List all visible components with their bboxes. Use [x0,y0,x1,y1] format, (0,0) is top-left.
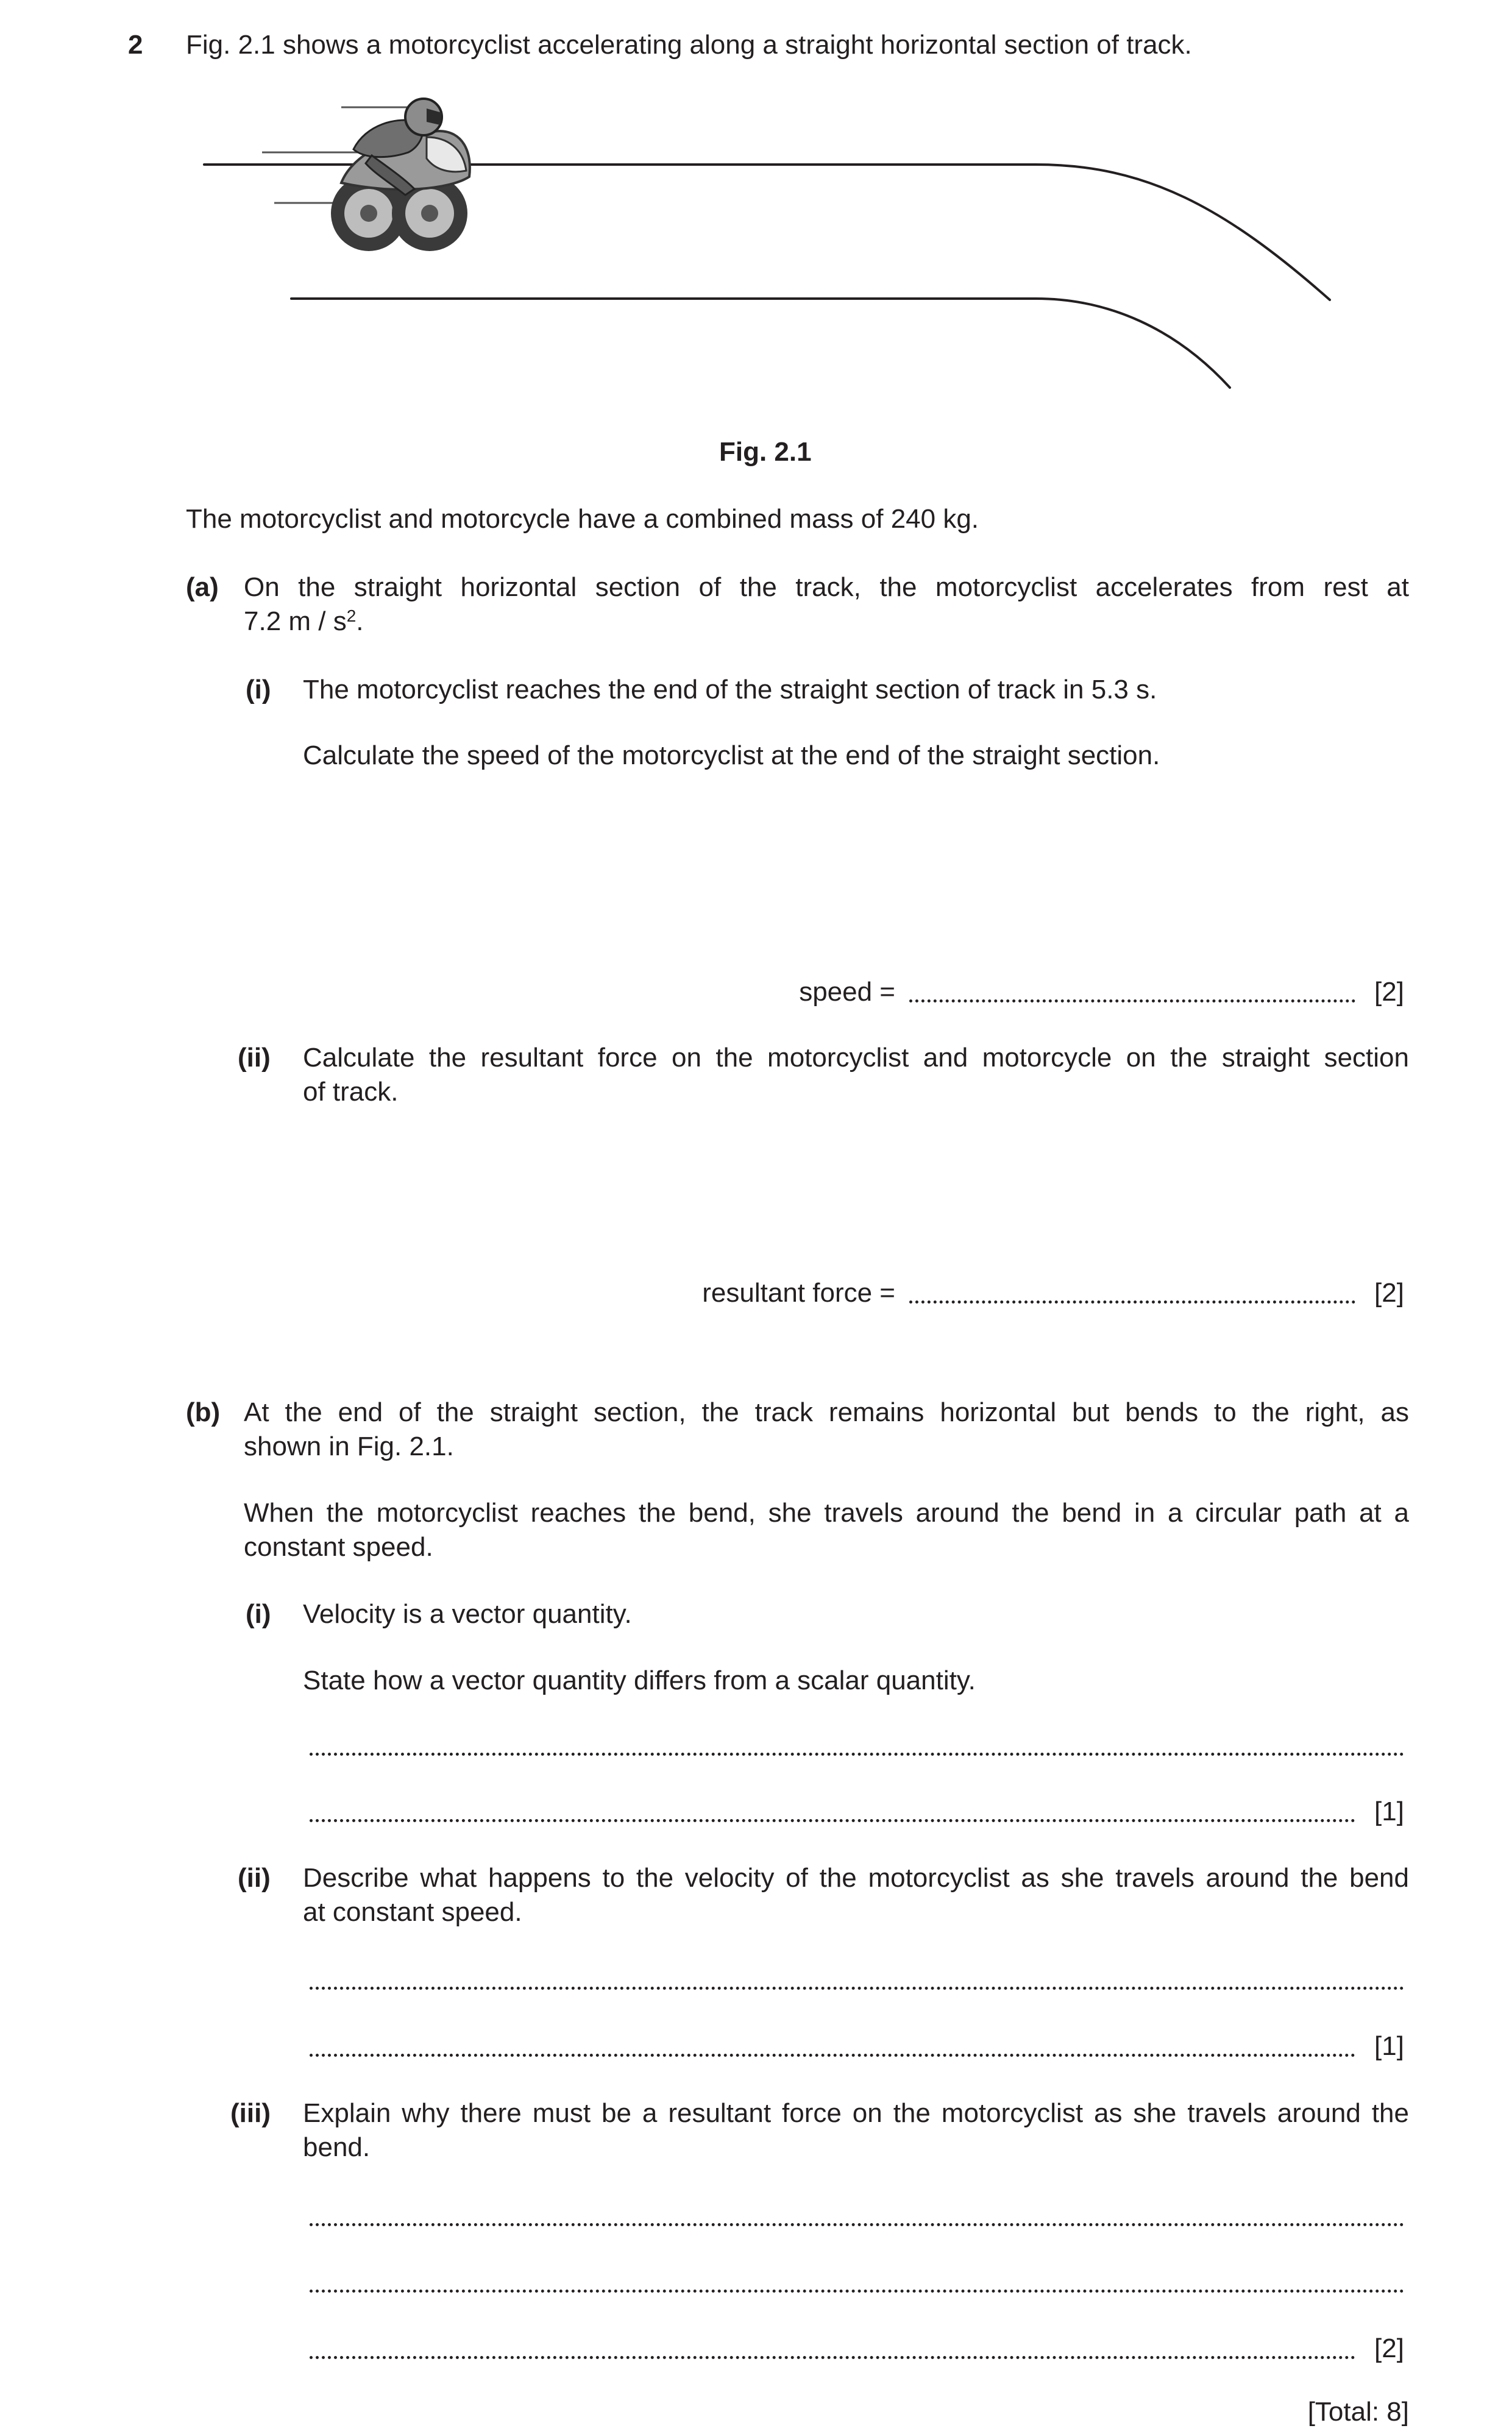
part-b-i-marks: [1] [1374,1797,1404,1826]
part-b-ii-marks: [1] [1374,2031,1404,2061]
answer-line[interactable] [310,2054,1355,2057]
part-b-ii-text-line1: Describe what happens to the velocity of the motorcyclist as she travels around the bend [303,1863,1409,1893]
part-a-ii-text-line1: Calculate the resultant force on the motorcyclist and motorcycle on the straight section [303,1043,1409,1073]
answer-line[interactable] [310,1753,1404,1756]
figure-caption: Fig. 2.1 [719,437,812,467]
part-b-i-label: (i) [246,1599,271,1629]
track-figure [0,0,1512,427]
mass-statement: The motorcyclist and motorcycle have a combined mass of 240 kg. [186,504,979,534]
part-b-iii-label: (iii) [230,2098,271,2128]
answer-line[interactable] [310,2290,1404,2293]
part-a-i-label: (i) [246,675,271,704]
answer-line[interactable] [310,2223,1404,2226]
question-number: 2 [128,30,143,60]
part-b-ii-text-line2: at constant speed. [303,1897,522,1927]
motorcyclist-icon [331,99,470,251]
part-a-i-task: Calculate the speed of the motorcyclist at the end of the straight section. [303,740,1160,770]
part-a-text-line1: On the straight horizontal section of the track, the motorcyclist accelerates from rest at [244,572,1409,602]
part-a-ii-text-line2: of track. [303,1077,399,1107]
part-b-iii-text-line1: Explain why there must be a resultant force on the motorcyclist as she travels around the [303,2098,1409,2128]
answer-line[interactable] [310,1819,1355,1822]
question-intro: Fig. 2.1 shows a motorcyclist accelerating along a straight horizontal section of track. [186,30,1192,60]
force-answer-line[interactable] [909,1300,1355,1304]
part-a-ii-label: (ii) [238,1043,271,1073]
track-inner-edge [291,299,1230,388]
part-a-i-text: The motorcyclist reaches the end of the straight section of track in 5.3 s. [303,675,1157,704]
part-b-iii-text-line2: bend. [303,2132,371,2162]
part-b-i-text: Velocity is a vector quantity. [303,1599,632,1629]
part-b-text-line2: shown in Fig. 2.1. [244,1432,454,1461]
speed-answer-label: speed = [799,977,895,1007]
speed-answer-line[interactable] [909,999,1355,1002]
part-b-text-line1: At the end of the straight section, the track remains horizontal but bends to the right, as [244,1397,1409,1427]
answer-line[interactable] [310,1987,1404,1990]
part-b-iii-marks: [2] [1374,2333,1404,2363]
part-a-i-marks: [2] [1374,977,1404,1007]
answer-line[interactable] [310,2356,1355,2359]
force-answer-label: resultant force = [702,1278,895,1308]
total-marks: [Total: 8] [1307,2397,1409,2427]
part-a-text-line2: 7.2 m / $s^2$. [244,606,364,636]
part-b-i-task: State how a vector quantity differs from a scalar quantity. [303,1666,976,1695]
part-a-ii-marks: [2] [1374,1278,1404,1308]
part-b-ii-label: (ii) [238,1863,271,1893]
part-b-text-line3: When the motorcyclist reaches the bend, she travels around the bend in a circular path at a [244,1498,1409,1528]
part-b-text-line4: constant speed. [244,1532,433,1562]
part-b-label: (b) [186,1397,221,1427]
part-a-label: (a) [186,572,219,602]
